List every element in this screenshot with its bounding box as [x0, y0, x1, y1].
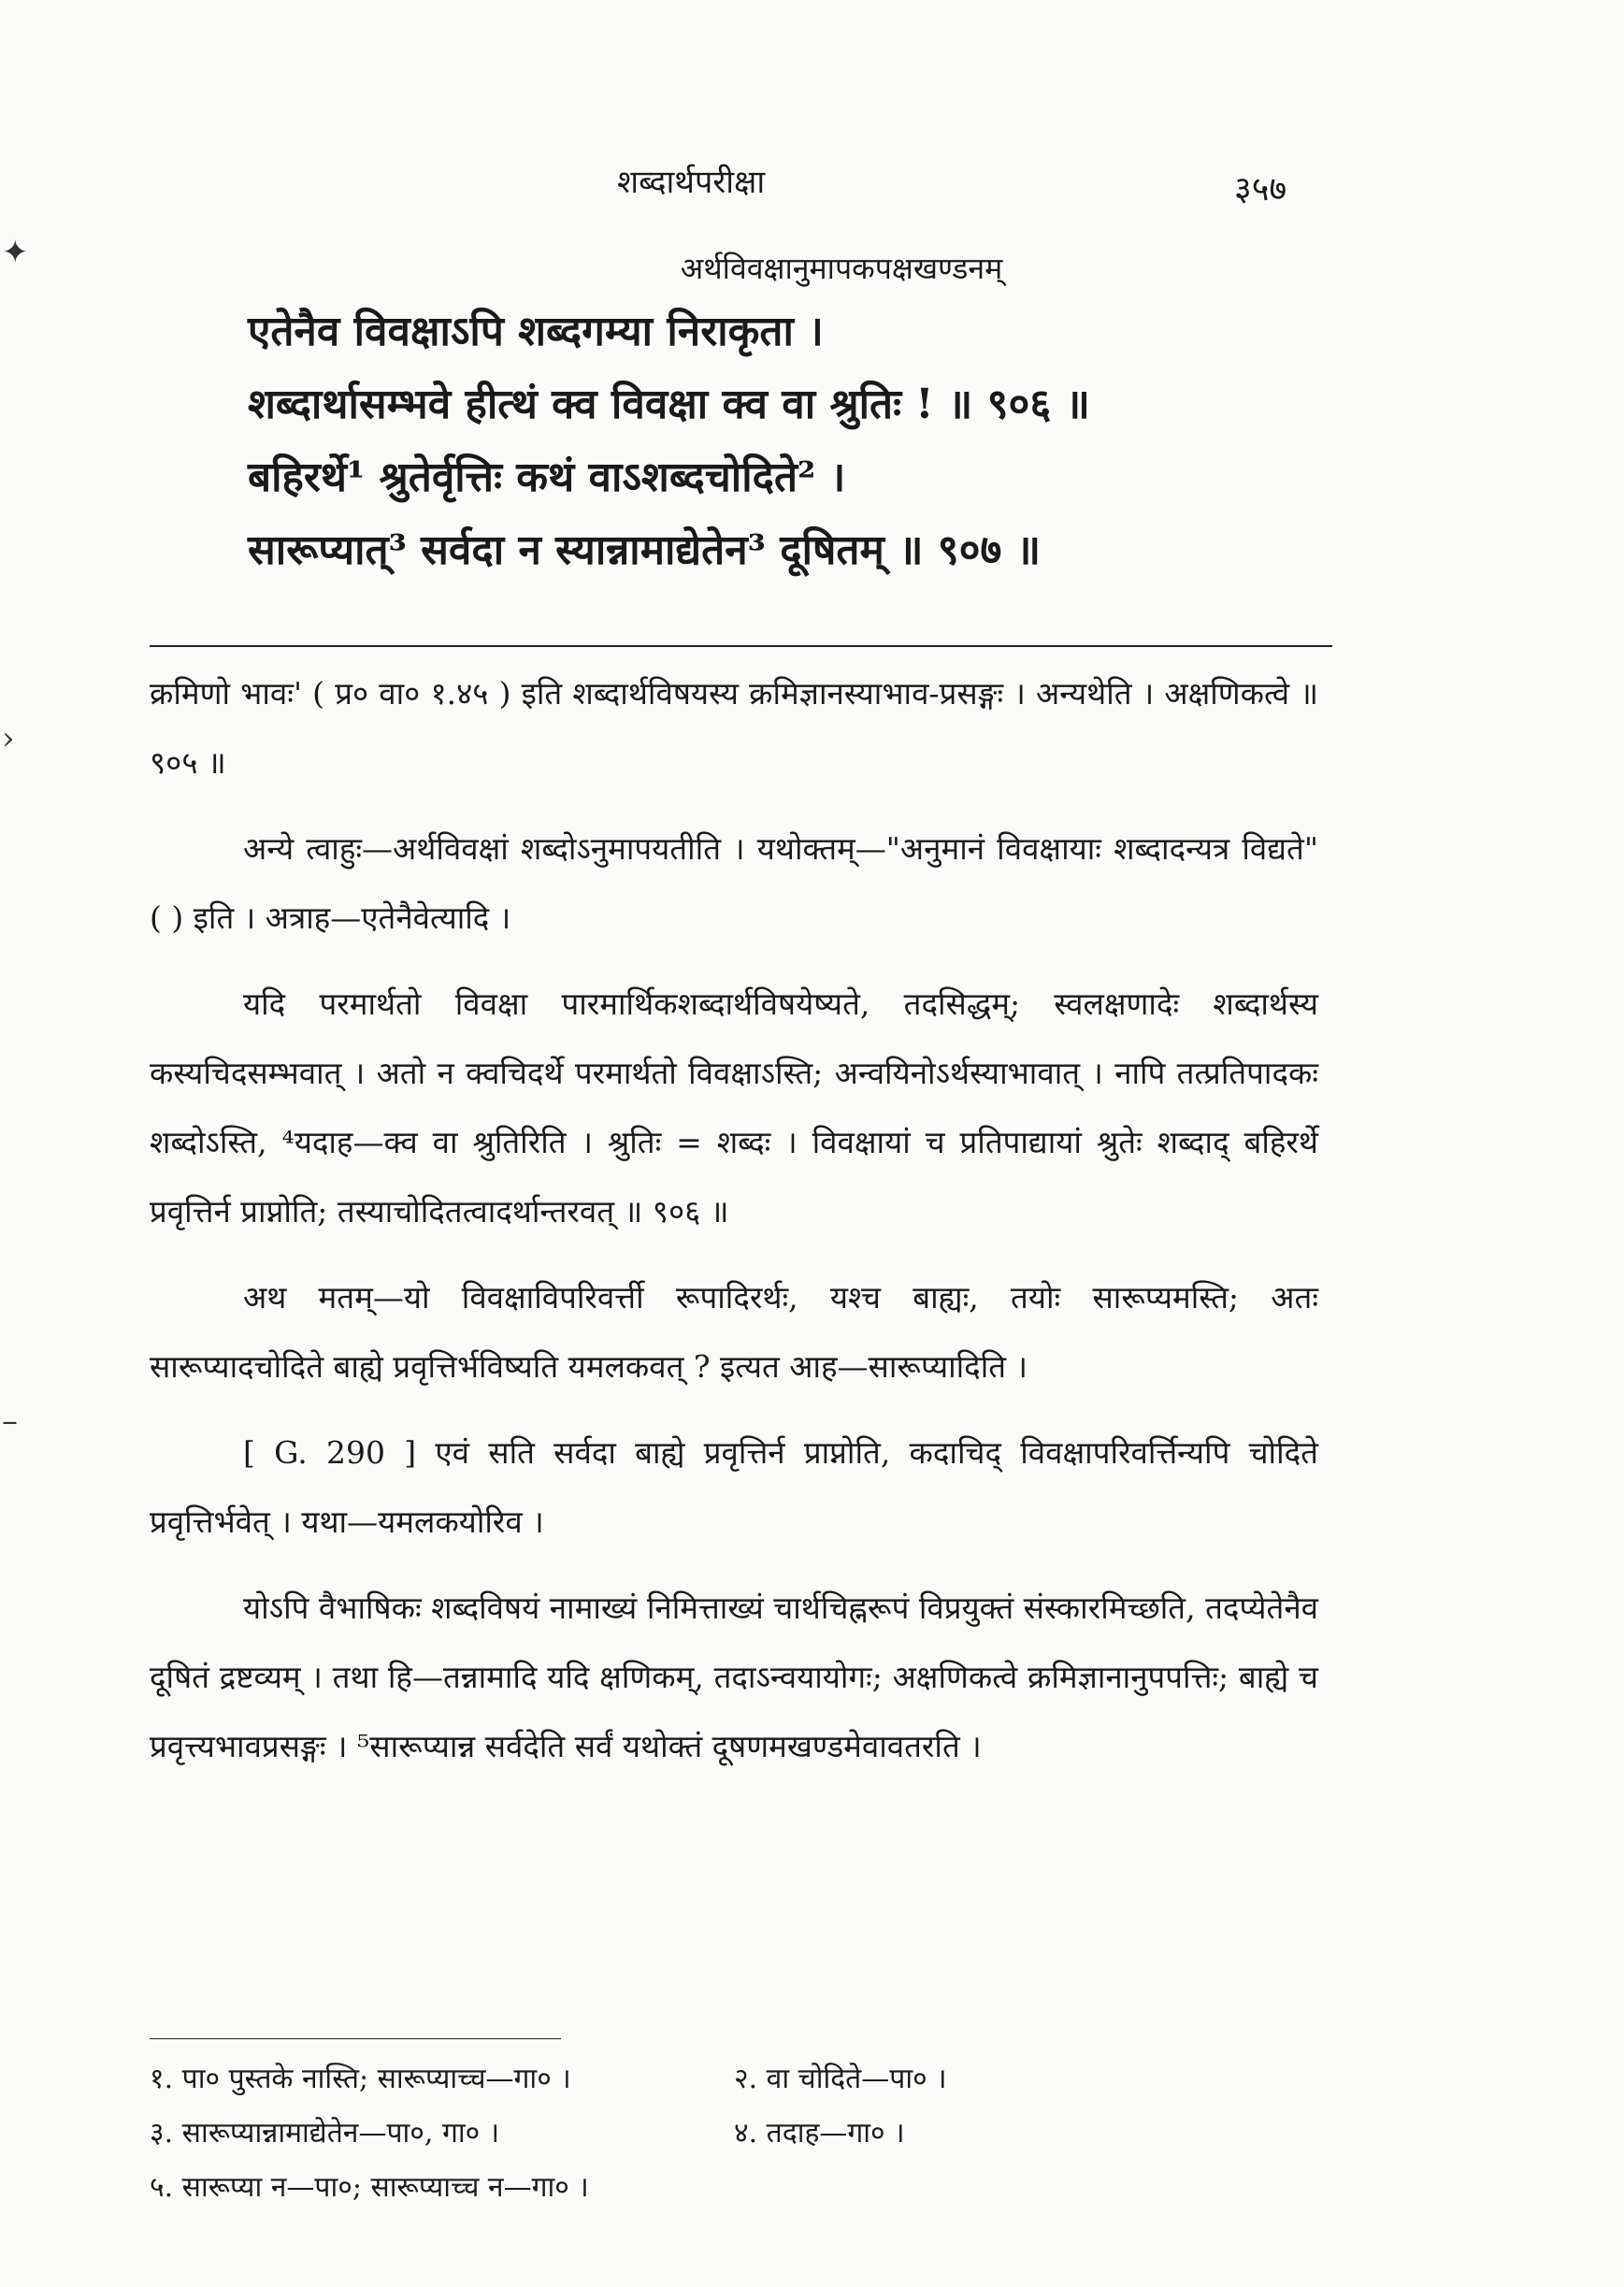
page-header [0, 159, 1624, 224]
commentary-paragraph: योऽपि वैभाषिकः शब्दविषयं नामाख्यं निमित्ताख्यं चार्थचिह्नरूपं विप्रयुक्तं संस्कारमिच्छति, तदप्येतेनैव दूषितं द्रष्टव्यम् । तथा हि—तन्नामादि यदि क्षणिकम्, तदाऽन्वयायोगः; अक्षणिकत्वे क्रमिज्ञानानुपपत्तिः; बाह्ये च प्रवृत्त्यभावप्रसङ्गः । ⁵सारूप्यान्न सर्वदेति सर्वं यथोक्तं दूषणमखण्डमेवावतरति । [150, 1589, 1318, 1764]
footnote-row [150, 2052, 1318, 2107]
footnote: १. पा० पुस्तके नास्ति; सारूप्याच्च—गा० । [150, 2063, 571, 2095]
footnote-divider [150, 2038, 561, 2039]
verse-line: सारूप्यात्³ सर्वदा न स्यान्नामाद्येतेन³ दूषितम् ॥ ९०७ ॥ [248, 526, 1042, 574]
footnote-row [150, 2107, 1318, 2161]
commentary-paragraph: अन्ये त्वाहुः—अर्थविवक्षां शब्दोऽनुमापयतीति । यथोक्तम्—"अनुमानं विवक्षायाः शब्दादन्यत्र विद्यते" ( ) इति । अत्राह—एतेनैवेत्यादि । [150, 830, 1318, 936]
page-number: ३५७ [1234, 170, 1287, 209]
commentary-paragraph: अथ मतम्—यो विवक्षाविपरिवर्त्ती रूपादिरर्थः, यश्च बाह्यः, तयोः सारूप्यमस्ति; अतः सारूप्यादचोदिते बाह्ये प्रवृत्तिर्भविष्यति यमलकवत् ? इत्यत आह—सारूप्यादिति । [150, 1279, 1318, 1385]
verse-divider [150, 645, 1332, 647]
commentary [150, 659, 1318, 1798]
commentary-paragraph: यदि परमार्थतो विवक्षा पारमार्थिकशब्दार्थविषयेष्यते, तदसिद्धम्; स्वलक्षणादेः शब्दार्थस्य कस्यचिदसम्भवात् । अतो न क्वचिदर्थे परमार्थतो विवक्षाऽस्ति; अन्वयिनोऽर्थस्याभावात् । नापि तत्प्रतिपादकः शब्दोऽस्ति, ⁴यदाह—क्व वा श्रुतिरिति । श्रुतिः = शब्दः । विवक्षायां च प्रतिपाद्यायां श्रुतेः शब्दाद् बहिरर्थे प्रवृत्तिर्न प्राप्नोति; तस्याचोदितत्वादर्थान्तरवत् ॥ ९०६ ॥ [150, 985, 1318, 1230]
margin-mark-lower: – [2, 1402, 18, 1440]
commentary-paragraph: क्रमिणो भावः' ( प्र० वा० १.४५ ) इति शब्दार्थविषयस्य क्रमिज्ञानस्याभाव-प्रसङ्गः । अन्यथेति । अक्षणिकत्वे ॥ ९०५ ॥ [150, 675, 1318, 781]
verse-line: शब्दार्थासम्भवे हीत्थं क्व विवक्षा क्व वा श्रुतिः ! ॥ ९०६ ॥ [248, 381, 1090, 428]
footnote: ५. सारूप्या न—पा०; सारूप्याच्च न—गा० । [150, 2171, 589, 2204]
running-head: शब्दार्थपरीक्षा [617, 164, 766, 201]
footnote: ४. तदाह—गा० । [734, 2117, 905, 2150]
verse-line: एतेनैव विवक्षाऽपि शब्दगम्या निराकृता । [248, 308, 824, 355]
commentary-paragraph: [ G. 290 ] एवं सति सर्वदा बाह्ये प्रवृत्तिर्न प्राप्नोति, कदाचिद् विवक्षापरिवर्त्तिन्यपि चोदिते प्रवृत्तिर्भवेत् । यथा—यमलकयोरिव । [150, 1434, 1318, 1540]
footnotes [150, 2052, 1318, 2215]
margin-mark-middle: › [2, 720, 15, 757]
section-title: अर्थविवक्षानुमापकपक्षखण्डनम् [680, 251, 1003, 286]
footnote: ३. सारूप्यान्नामाद्येतेन—पा०, गा० । [150, 2117, 500, 2150]
verse-block [248, 248, 1379, 587]
verse-line: बहिरर्थे¹ श्रुतेर्वृत्तिः कथं वाऽशब्दचोदिते² । [248, 453, 846, 501]
footnote: २. वा चोदिते—पा० । [734, 2063, 947, 2095]
margin-mark-top: ✦ [2, 234, 29, 271]
